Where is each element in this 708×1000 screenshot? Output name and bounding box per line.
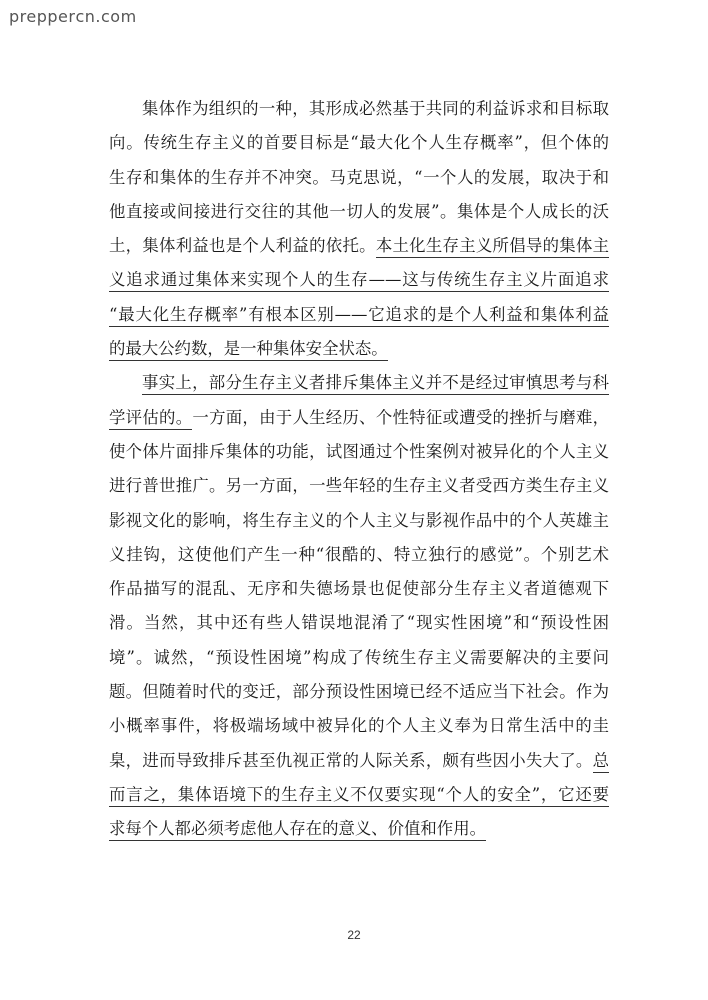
text-line: 境”。诚然，“预设性困境”构成了传统生存主义需要解决的主要问: [109, 647, 609, 667]
text-line: [109, 405, 609, 439]
underlined-text: 总: [593, 751, 609, 773]
text-line: 题。但随着时代的变迁，部分预设性困境已经不适应当下社会。作为: [109, 682, 609, 702]
text-line: 使个体片面排斥集体的功能，试图通过个性案例对被异化的个人主义: [109, 441, 609, 461]
text-line: [109, 370, 609, 404]
underlined-text: 学评估的。: [109, 408, 192, 430]
text-line: [109, 233, 609, 267]
underlined-text: 而言之，集体语境下的生存主义不仅要实现“个人的安全”，它还要: [109, 785, 609, 807]
watermark-text: prepperсn.com: [9, 7, 137, 26]
text-line: 进行普世推广。另一方面，一些年轻的生存主义者受西方类生存主义: [109, 476, 609, 496]
text-line: [109, 816, 609, 850]
text-line: 集体作为组织的一种，其形成必然基于共同的利益诉求和目标取: [142, 99, 609, 118]
text-line: 义挂钩，这使他们产生一种“很酷的、特立独行的感觉”。个别艺术: [109, 544, 609, 564]
text-segment: 臬，进而导致排斥甚至仇视正常的人际关系，颇有些因小失大了。: [109, 750, 593, 770]
text-line: [109, 302, 609, 336]
text-line: [109, 336, 609, 370]
document-body: [109, 96, 609, 851]
underlined-text: “最大化生存概率”有根本区别——它追求的是个人利益和集体利益: [109, 305, 609, 327]
text-line: 向。传统生存主义的首要目标是“最大化个人生存概率”，但个体的: [109, 133, 609, 153]
text-line: 他直接或间接进行交往的其他一切人的发展”。集体是个人成长的沃: [109, 201, 609, 221]
text-segment: 土，集体利益也是个人利益的依托。: [109, 236, 376, 256]
underlined-text: 本土化生存主义所倡导的集体主: [376, 236, 609, 258]
text-line: [109, 782, 609, 816]
text-line: 作品描写的混乱、无序和失德场景也促使部分生存主义者道德观下: [109, 579, 609, 599]
text-line: 影视文化的影响，将生存主义的个人主义与影视作品中的个人英雄主: [109, 510, 609, 530]
text-line: [109, 267, 609, 301]
text-line: 滑。当然，其中还有些人错误地混淆了“现实性困境”和“预设性困: [109, 613, 609, 633]
text-line: [109, 748, 609, 782]
text-line: 生存和集体的生存并不冲突。马克思说，“一个人的发展，取决于和: [109, 167, 609, 187]
text-line: 小概率事件，将极端场域中被异化的个人主义奉为日常生活中的圭: [109, 716, 609, 736]
page-number: 22: [347, 928, 361, 942]
underlined-text: 求每个人都必须考虑他人存在的意义、价值和作用。: [109, 819, 486, 841]
underlined-text: 义追求通过集体来实现个人的生存——这与传统生存主义片面追求: [109, 270, 609, 292]
underlined-text: 的最大公约数，是一种集体安全状态。: [109, 339, 388, 361]
underlined-text: 事实上，部分生存主义者排斥集体主义并不是经过审慎思考与科: [142, 373, 609, 395]
text-segment: 一方面，由于人生经历、个性特征或遭受的挫折与磨难，: [192, 407, 610, 427]
